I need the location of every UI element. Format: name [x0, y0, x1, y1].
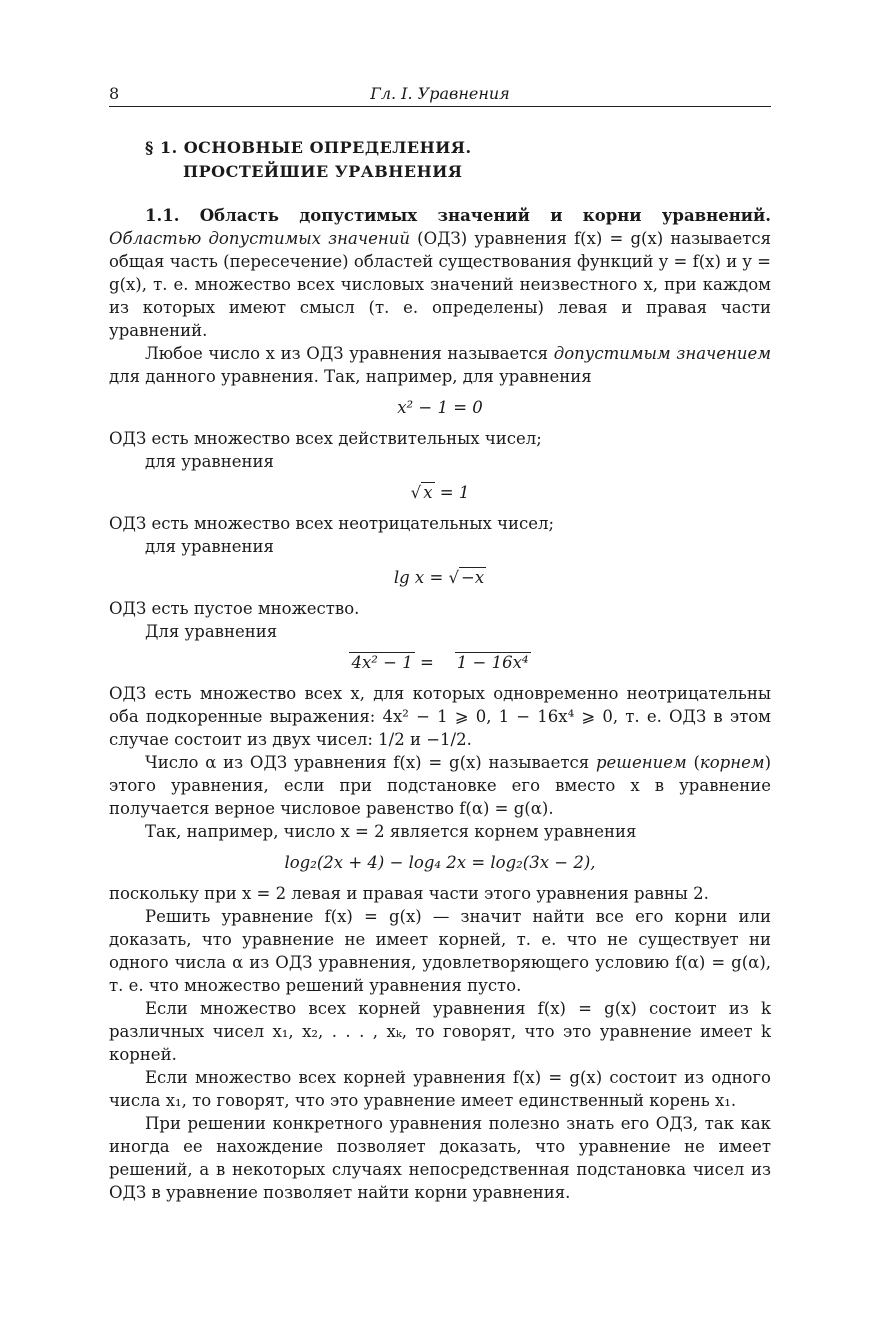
- paragraph-odz-definition: [109, 204, 771, 342]
- paragraph-odz-two-numbers: ОДЗ есть множество всех x, для которых одновременно неотрицательны оба подкоренные выражения: 4x² − 1 ⩾ 0, 1 − 16x⁴ ⩾ 0, т. е. ОДЗ в этом случае состоит из двух чисел: 1/2 и −1/2.: [109, 684, 771, 749]
- equation-3: [109, 566, 771, 589]
- paragraph-solve: Решить уравнение f(x) = g(x) — значит найти все его корни или доказать, что уравнение не имеет корней, т. е. что не существует ни одного числа α из ОДЗ уравнения, удовлетворяющего условию f(α) = g(α), т. е. что множество решений уравнения пусто.: [109, 907, 771, 995]
- odz-definition-text: (ОДЗ) уравнения f(x) = g(x) называется общая часть (пересечение) областей существования функций y = f(x) и y = g(x), т. е. множество всех числовых значений неизвестного x, при каждом из которых имеют смысл (т. е. определены) левая и правая части уравнений.: [109, 229, 771, 340]
- odz-term: Областью допустимых значений: [109, 229, 410, 248]
- paragraph-odz-usage: При решении конкретного уравнения полезно знать его ОДЗ, так как иногда ее нахождение позволяет доказать, что уравнение не имеет решений, а в некоторых случаях непосредственная подстановка чисел из ОДЗ в уравнение позволяет найти корни уравнения.: [109, 1114, 771, 1202]
- solution-term: решением: [595, 753, 687, 772]
- paragraph-unique-root: Если множество всех корней уравнения f(x) = g(x) состоит из одного числа x₁, то говорят, что это уравнение имеет единственный корень x₁.: [109, 1068, 771, 1110]
- equation-1: x² − 1 = 0: [397, 398, 483, 417]
- running-header: [109, 84, 771, 107]
- equation-4-mid: =: [414, 653, 440, 672]
- root-term: корнем: [699, 753, 765, 772]
- section-title-line2: ПРОСТЕЙШИЕ УРАВНЕНИЯ: [183, 162, 463, 181]
- root-text-b: этого уравнения, если при подстановке его вместо x в уравнение получается верное числовое равенство f(α) = g(α).: [109, 776, 771, 818]
- for-equation-3: для уравнения: [145, 537, 274, 556]
- equation-4-right: 1 − 16x⁴: [456, 653, 529, 672]
- root-text-a: Число α из ОДЗ уравнения f(x) = g(x) называется: [145, 753, 590, 772]
- equation-2: [109, 481, 771, 504]
- body-text: [109, 204, 771, 1204]
- equation-5: log₂(2x + 4) − log₄ 2x = log₂(3x − 2),: [284, 853, 596, 872]
- equation-2-radicand: x: [423, 483, 433, 502]
- admissible-text-a: Любое число x из ОДЗ уравнения называется: [145, 344, 549, 363]
- admissible-text-b: для данного уравнения. Так, например, для уравнения: [109, 367, 592, 386]
- for-equation-2: для уравнения: [145, 452, 274, 471]
- after-equation-3: ОДЗ есть пустое множество.: [109, 599, 360, 618]
- paragraph-admissible-value: [109, 342, 771, 388]
- chapter-title: Гл. I. Уравнения: [370, 84, 510, 103]
- equation-4-left: 4x² − 1: [351, 653, 413, 672]
- equation-4: [109, 651, 771, 674]
- sqrt-sign-icon: √: [410, 483, 422, 502]
- equation-3-radicand: −x: [461, 568, 485, 587]
- paragraph-k-roots: Если множество всех корней уравнения f(x) = g(x) состоит из k различных чисел x₁, x₂, . . . , xₖ, то говорят, что это уравнение имеет k корней.: [109, 999, 771, 1064]
- paragraph-because: поскольку при x = 2 левая и правая части этого уравнения равны 2.: [109, 884, 709, 903]
- subsection-heading: 1.1. Область допустимых значений и корни уравнений.: [145, 206, 771, 225]
- equation-3-left: lg x =: [393, 568, 449, 587]
- paragraph-root-definition: Число α из ОДЗ уравнения f(x) = g(x) называется решением (корнем) этого уравнения, если при подстановке его вместо x в уравнение получается верное числовое равенство f(α) = g(α).: [109, 753, 771, 818]
- equation-2-right: = 1: [434, 483, 470, 502]
- sqrt-sign-icon: √: [448, 568, 460, 587]
- section-title: [145, 136, 472, 184]
- page-number: 8: [109, 84, 120, 103]
- after-equation-1: ОДЗ есть множество всех действительных чисел;: [109, 429, 542, 448]
- admissible-term: допустимым значением: [553, 344, 771, 363]
- for-equation-4: Для уравнения: [145, 622, 278, 641]
- after-equation-2: ОДЗ есть множество всех неотрицательных чисел;: [109, 514, 555, 533]
- section-title-line1: § 1. ОСНОВНЫЕ ОПРЕДЕЛЕНИЯ.: [145, 138, 472, 157]
- paragraph-example: Так, например, число x = 2 является корнем уравнения: [145, 822, 637, 841]
